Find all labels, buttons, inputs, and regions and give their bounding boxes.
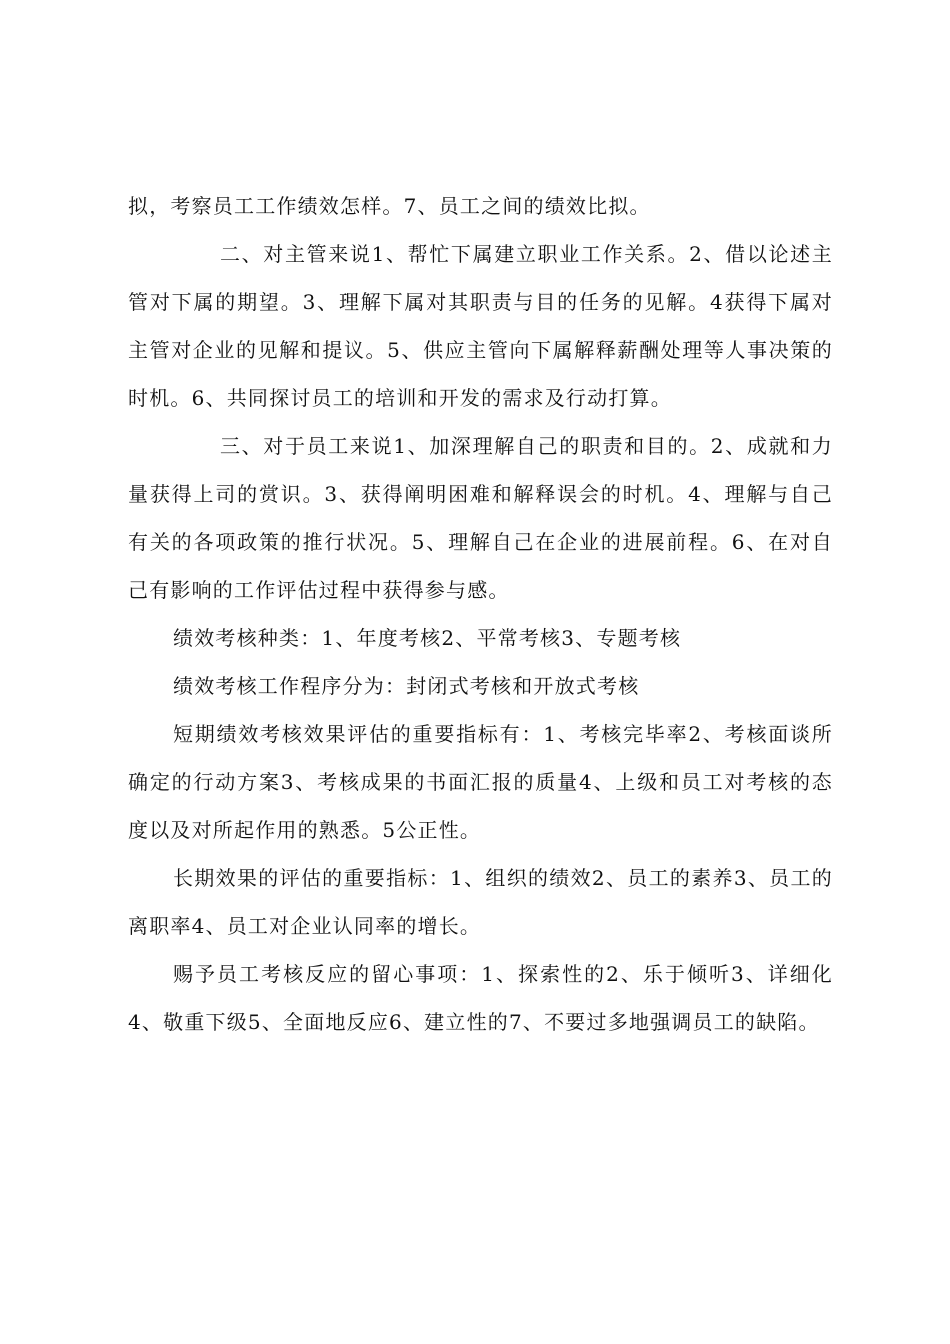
paragraph-continuation: 拟，考察员工工作绩效怎样。7、员工之间的绩效比拟。	[128, 194, 651, 218]
paragraph-long-term-indicators: 长期效果的评估的重要指标：1、组织的绩效2、员工的素养3、员工的离职率4、员工对企业认同率的增长。	[128, 866, 833, 938]
paragraph-short-term-indicators: 短期绩效考核效果评估的重要指标有：1、考核完毕率2、考核面谈所确定的行动方案3、考核成果的书面汇报的质量4、上级和员工对考核的态度以及对所起作用的熟悉。5公正性。	[128, 722, 833, 842]
paragraph-appraisal-types: 绩效考核种类：1、年度考核2、平常考核3、专题考核	[173, 626, 682, 650]
paragraph-appraisal-procedure: 绩效考核工作程序分为：封闭式考核和开放式考核	[173, 674, 640, 698]
paragraph-employee-benefits: 三、对于员工来说1、加深理解自己的职责和目的。2、成就和力量获得上司的赏识。3、获得阐明困难和解释误会的时机。4、理解与自己有关的各项政策的推行状况。5、理解自己在企业的进展前程。6、在对自己有影响的工作评估过程中获得参与感。	[128, 434, 833, 602]
document-body	[128, 182, 833, 1046]
paragraph-supervisor-benefits: 二、对主管来说1、帮忙下属建立职业工作关系。2、借以论述主管对下属的期望。3、理解下属对其职责与目的任务的见解。4获得下属对主管对企业的见解和提议。5、供应主管向下属解释薪酬处理等人事决策的时机。6、共同探讨员工的培训和开发的需求及行动打算。	[128, 242, 833, 410]
paragraph-feedback-notes: 赐予员工考核反应的留心事项：1、探索性的2、乐于倾听3、详细化4、敬重下级5、全面地反应6、建立性的7、不要过多地强调员工的缺陷。	[128, 962, 833, 1034]
